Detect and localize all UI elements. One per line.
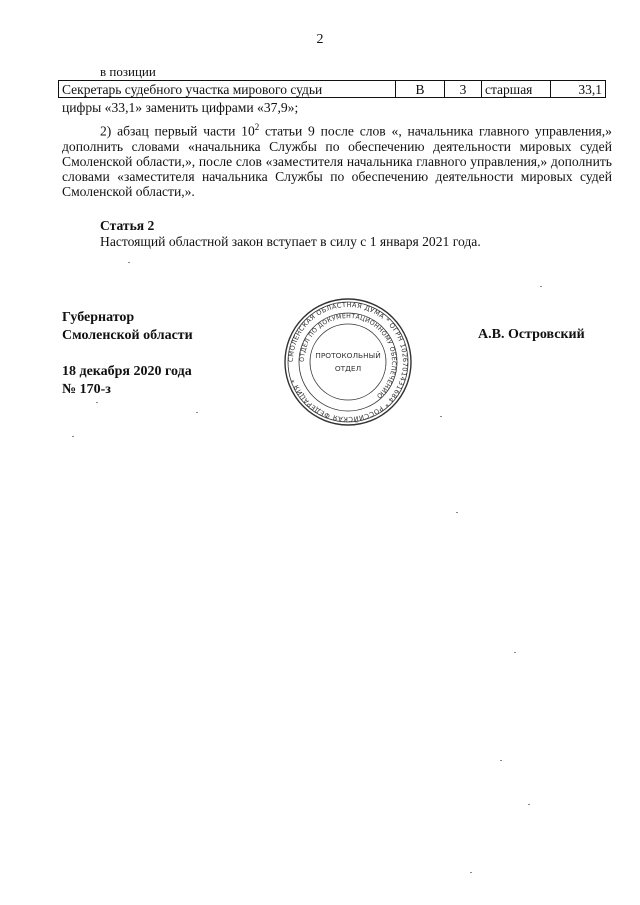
paragraph-2-rest: статьи 9 после слов «, начальника главного управления,» дополнить словами «начальника Службы по обеспечению деятельности мировых судей Смоленской области,», после слов «заместителя начальника главного управления,» дополнить словами «заместителя начальника Службы по обеспечению деятельности мировых судей Смоленской области,».	[62, 123, 612, 200]
law-number: № 170-з	[62, 382, 111, 397]
paragraph-2-start: 2) абзац первый части 10	[100, 123, 255, 139]
scan-speck	[96, 402, 98, 403]
table-cell-category: 3	[445, 81, 482, 98]
signatory-position	[62, 309, 193, 345]
replace-paragraph: цифры «33,1» заменить цифрами «37,9»;	[62, 100, 299, 115]
signatory-position-line1: Губернатор	[62, 310, 135, 325]
seal-center-line1: ПРОТОКОЛЬНЫЙ	[315, 351, 381, 360]
table-cell-value: 33,1	[551, 81, 606, 98]
seal-middle-text: ОТДЕЛ ПО ДОКУМЕНТАЦИОННОМУ ОБЕСПЕЧЕНИЮ	[298, 312, 398, 400]
scan-speck	[514, 652, 516, 653]
article-text: Настоящий областной закон вступает в силу с 1 января 2021 года.	[100, 234, 481, 249]
intro-text: в позиции	[100, 64, 156, 79]
law-date-block	[62, 363, 192, 399]
signatory-position-line2: Смоленской области	[62, 328, 193, 343]
paragraph-2-superscript: 2	[254, 122, 260, 132]
scan-speck	[500, 760, 502, 761]
seal-outer-text: СМОЛЕНСКАЯ ОБЛАСТНАЯ ДУМА * ОГРН 1026701431684 * РОССИЙСКАЯ ФЕДЕРАЦИЯ *	[286, 300, 410, 424]
article-title: Статья 2	[100, 218, 155, 233]
official-seal	[282, 296, 414, 428]
scan-speck	[196, 412, 198, 413]
scan-speck	[470, 872, 472, 873]
scan-speck	[528, 804, 530, 805]
scan-speck	[440, 416, 442, 417]
table-cell-group: В	[396, 81, 445, 98]
table-row	[59, 81, 606, 98]
scan-speck	[128, 262, 130, 263]
page-number: 2	[316, 32, 324, 47]
paragraph-2	[62, 120, 612, 200]
scan-speck	[540, 286, 542, 287]
law-date: 18 декабря 2020 года	[62, 364, 192, 379]
scan-speck	[72, 436, 74, 437]
table-cell-rank: старшая	[482, 81, 551, 98]
seal-center-line2: ОТДЕЛ	[334, 364, 362, 373]
table-cell-position: Секретарь судебного участка мирового судьи	[59, 81, 396, 98]
positions-table	[58, 80, 606, 98]
signatory-name: А.В. Островский	[478, 327, 585, 342]
scan-speck	[456, 512, 458, 513]
